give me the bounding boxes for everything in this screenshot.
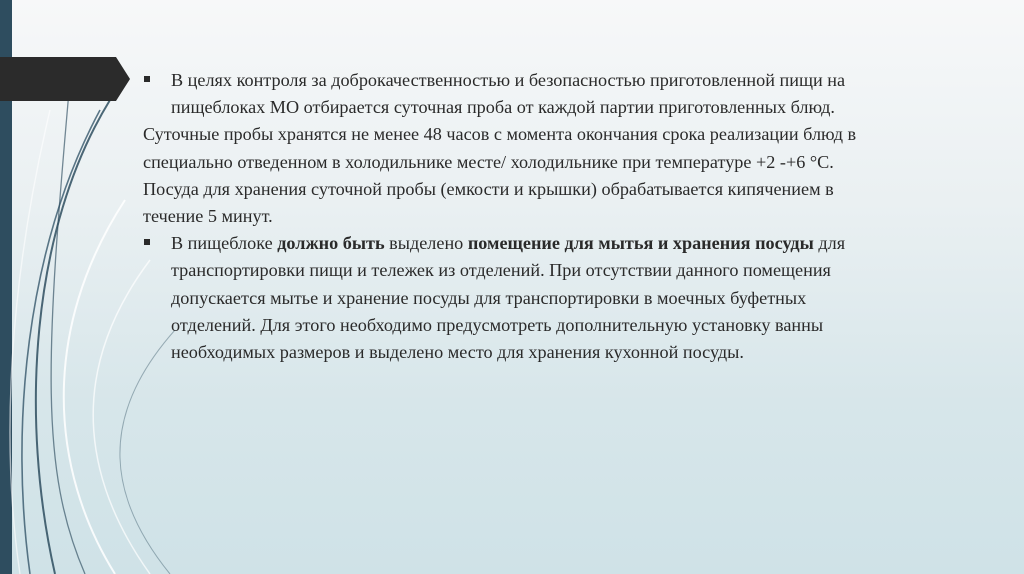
p4-text-1: В пищеблоке: [171, 233, 278, 254]
slide-body: [143, 67, 888, 366]
p4-text-2: выделено: [384, 233, 468, 254]
bullet-paragraph-1: [143, 67, 888, 121]
p4-text-3: для транспортировки пищи и тележек из отделений. При отсутствии данного помещения допускается мытье и хранение посуды для транспортировки в моечных буфетных отделений. Для этого необходимо предусмотреть дополнительную установку ванны необходимых размеров и выделено место для хранения кухонной посуды.: [171, 233, 846, 363]
bullet-paragraph-4: [143, 230, 888, 366]
p4-bold-1: должно быть: [277, 233, 385, 254]
title-tab: [0, 57, 130, 101]
p4-bold-2: помещение для мытья и хранения посуды: [467, 233, 814, 254]
square-bullet-icon: [144, 239, 150, 245]
paragraph-3: Посуда для хранения суточной пробы (емкости и крышки) обрабатывается кипячением в течение 5 минут.: [143, 178, 834, 227]
paragraph-1-text: В целях контроля за доброкачественностью и безопасностью приготовленной пищи на пищеблоках МО отбирается суточная проба от каждой партии приготовленных блюд.: [171, 70, 846, 118]
paragraph-2: Суточные пробы хранятся не менее 48 часов с момента окончания срока реализации блюд в специально отведенном в холодильнике месте/ холодильнике при температуре +2 -+6 °C.: [143, 124, 857, 172]
square-bullet-icon: [144, 76, 150, 82]
